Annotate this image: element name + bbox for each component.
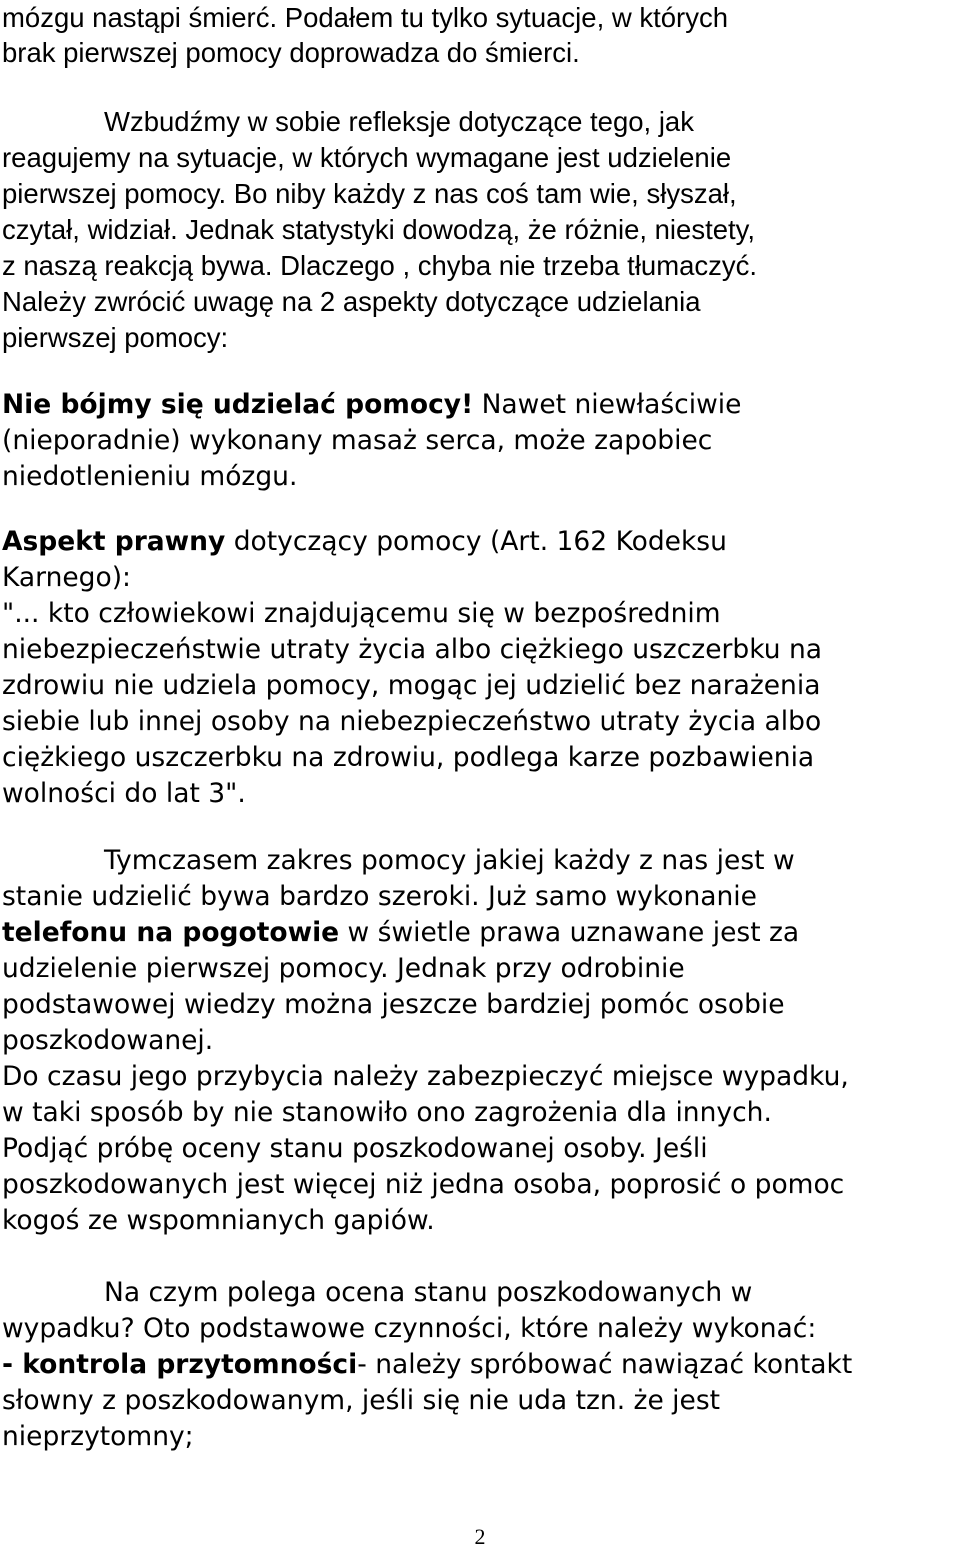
text-line: stanie udzielić bywa bardzo szeroki. Już samo wykonanie — [2, 881, 757, 912]
quote-line: niebezpieczeństwie utraty życia albo ciężkiego uszczerbku na — [2, 634, 822, 665]
text-line: Tymczasem zakres pomocy jakiej każdy z nas jest w — [104, 845, 795, 876]
text-span: Nawet niewłaściwie — [473, 389, 742, 420]
text-span: - należy spróbować nawiązać kontakt — [357, 1349, 853, 1380]
text-line: niedotlenieniu mózgu. — [2, 461, 298, 492]
text-line: pierwszej pomocy: — [2, 322, 229, 353]
text-line: Wzbudźmy w sobie refleksje dotyczące tego, jak — [104, 106, 694, 137]
quote-line: ciężkiego uszczerbku na zdrowiu, podlega karze pozbawienia — [2, 742, 815, 773]
text-line — [2, 387, 741, 423]
quote-line: zdrowiu nie udziela pomocy, mogąc jej udzielić bez narażenia — [2, 670, 821, 701]
text-line: Karnego): — [2, 562, 131, 593]
text-line: udzielenie pierwszej pomocy. Jednak przy odrobinie — [2, 953, 685, 984]
text-line: nieprzytomny; — [2, 1421, 194, 1452]
text-line: w taki sposób by nie stanowiło ono zagrożenia dla innych. — [2, 1097, 772, 1128]
text-line: (nieporadnie) wykonany masaż serca, może zapobiec — [2, 425, 713, 456]
text-line: słowny z poszkodowanym, jeśli się nie uda tzn. że jest — [2, 1385, 721, 1416]
text-line — [2, 524, 727, 560]
text-line — [2, 915, 799, 951]
text-line — [2, 1347, 852, 1383]
text-line: Podjąć próbę oceny stanu poszkodowanej osoby. Jeśli — [2, 1133, 708, 1164]
text-span: w świetle prawa uznawane jest za — [339, 917, 800, 948]
text-line: podstawowej wiedzy można jeszcze bardziej pomóc osobie — [2, 989, 785, 1020]
quote-line: "... kto człowiekowi znajdującemu się w bezpośrednim — [2, 598, 721, 629]
text-line: Na czym polega ocena stanu poszkodowanych w — [104, 1277, 753, 1308]
quote-line: siebie lub innej osoby na niebezpieczeństwo utraty życia albo — [2, 706, 822, 737]
text-line: poszkodowanej. — [2, 1025, 214, 1056]
text-span: dotyczący pomocy (Art. 162 Kodeksu — [225, 526, 727, 557]
quote-line: wolności do lat 3". — [2, 778, 246, 809]
emphasis-heading: Nie bójmy się udzielać pomocy! — [2, 389, 474, 420]
text-line: brak pierwszej pomocy doprowadza do śmierci. — [2, 37, 580, 68]
text-line: kogoś ze wspomnianych gapiów. — [2, 1205, 435, 1236]
text-line: Należy zwrócić uwagę na 2 aspekty dotyczące udzielania — [2, 286, 701, 317]
text-line: czytał, widział. Jednak statystyki dowodzą, że różnie, niestety, — [2, 214, 756, 245]
emphasis-phrase: - kontrola przytomności — [2, 1349, 358, 1380]
emphasis-heading: Aspekt prawny — [2, 526, 226, 557]
text-line: reagujemy na sytuacje, w których wymagane jest udzielenie — [2, 142, 732, 173]
text-line: Do czasu jego przybycia należy zabezpieczyć miejsce wypadku, — [2, 1061, 849, 1092]
text-line: pierwszej pomocy. Bo niby każdy z nas coś tam wie, słyszał, — [2, 178, 737, 209]
text-line: mózgu nastąpi śmierć. Podałem tu tylko sytuacje, w których — [2, 2, 728, 33]
emphasis-phrase: telefonu na pogotowie — [2, 917, 340, 948]
page-number: 2 — [474, 1524, 486, 1549]
text-line: z naszą reakcją bywa. Dlaczego , chyba nie trzeba tłumaczyć. — [2, 250, 758, 281]
text-line: wypadku? Oto podstawowe czynności, które należy wykonać: — [2, 1313, 817, 1344]
text-line: poszkodowanych jest więcej niż jedna osoba, poprosić o pomoc — [2, 1169, 845, 1200]
